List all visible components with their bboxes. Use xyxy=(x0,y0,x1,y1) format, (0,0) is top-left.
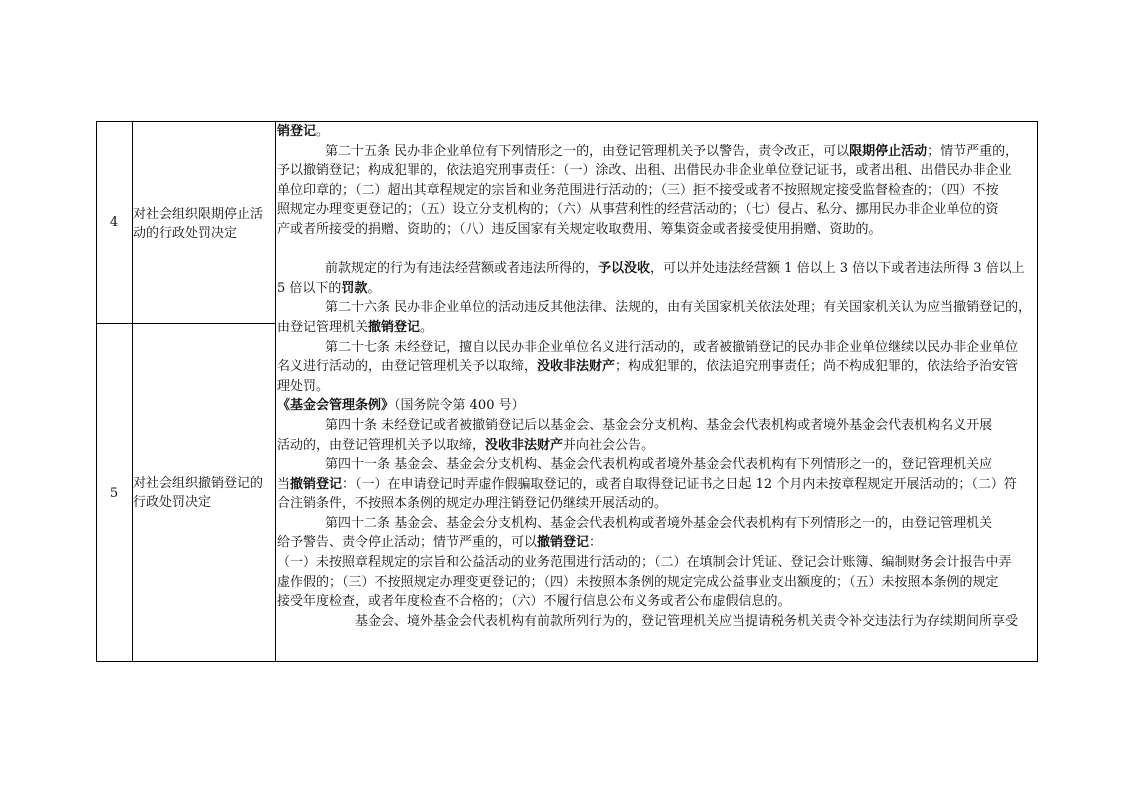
text-line: 当撤销登记：（一）在申请登记时弄虚作假骗取登记的，或者自取得登记证书之日起 12 个月内未按章程规定开展活动的；（二）符 xyxy=(277,476,1017,492)
text-line: 给予警告、责令停止活动；情节严重的，可以撤销登记： xyxy=(277,535,603,551)
column-divider xyxy=(132,122,133,661)
text-line: 基金会、境外基金会代表机构有前款所列行为的，登记管理机关应当提请税务机关责令补交违法行为存续期间所享受 xyxy=(355,613,1019,629)
article-27: 第二十七条 未经登记，擅自以民办非企业单位名义进行活动的，或者被撤销登记的民办非企业单位继续以民办非企业单位 xyxy=(325,339,1019,355)
text-line: 虚作假的；（三）不按照规定办理变更登记的；（四）未按照本条例的规定完成公益事业支出额度的；（五）未按照本条例的规定 xyxy=(277,574,999,590)
text-line: 由登记管理机关撤销登记。 xyxy=(277,319,434,335)
article-40: 第四十条 未经登记或者被撤销登记后以基金会、基金会分支机构、基金会代表机构或者境外基金会代表机构名义开展 xyxy=(325,417,993,433)
text-line: 照规定办理变更登记的；（五）设立分支机构的；（六）从事营利性的经营活动的；（七）侵占、私分、挪用民办非企业单位的资 xyxy=(277,202,999,218)
legal-text xyxy=(277,122,1033,631)
text-line: 予以撤销登记；构成犯罪的，依法追究刑事责任：（一）涂改、出租、出借民办非企业单位登记证书，或者出租、出借民办非企业 xyxy=(277,163,1012,179)
article-25: 第二十五条 民办非企业单位有下列情形之一的，由登记管理机关予以警告，责令改正，可以限期停止活动；情节严重的， xyxy=(325,143,1019,159)
article-41: 第四十一条 基金会、基金会分支机构、基金会代表机构或者境外基金会代表机构有下列情形之一的，登记管理机关应 xyxy=(325,457,993,473)
row-5-description-line: 对社会组织撤销登记的 xyxy=(133,476,264,491)
row-5-number: 5 xyxy=(109,486,119,501)
text-line: 理处罚。 xyxy=(277,378,330,394)
text-line: （一）未按照章程规定的宗旨和公益活动的业务范围进行活动的；（二）在填制会计凭证、登记会计账簿、编制财务会计报告中弄 xyxy=(277,555,1012,571)
article-42: 第四十二条 基金会、基金会分支机构、基金会代表机构或者境外基金会代表机构有下列情形之一的，由登记管理机关 xyxy=(325,515,993,531)
row-5-description-line: 行政处罚决定 xyxy=(133,495,212,510)
text-line: 前款规定的行为有违法经营额或者违法所得的，予以没收，可以并处违法经营额 1 倍以上 3 倍以下或者违法所得 3 倍以上 xyxy=(325,261,1025,277)
row-4-description-line: 对社会组织限期停止活 xyxy=(133,207,264,222)
text-line: 合注销条件，不按照本条例的规定办理注销登记仍继续开展活动的。 xyxy=(277,496,668,512)
text-line: 产或者所接受的捐赠、资助的；（八）违反国家有关规定收取费用、筹集资金或者接受使用捐赠、资助的。 xyxy=(277,221,882,237)
row-4-number: 4 xyxy=(109,215,119,230)
text-line: 活动的，由登记管理机关予以取缔，没收非法财产并向社会公告。 xyxy=(277,437,655,453)
text-line: 名义进行活动的，由登记管理机关予以取缔，没收非法财产；构成犯罪的，依法追究刑事责任；尚不构成犯罪的，依法给予治安管 xyxy=(277,359,1019,375)
row-5-description xyxy=(133,474,271,512)
article-26: 第二十六条 民办非企业单位的活动违反其他法律、法规的，由有关国家机关依法处理；有关国家机关认为应当撤销登记的， xyxy=(325,300,1032,316)
row-4-description xyxy=(133,205,271,243)
text-line: 单位印章的；（二）超出其章程规定的宗旨和业务范围进行活动的；（三）拒不接受或者不按照规定接受监督检查的；（四）不按 xyxy=(277,182,999,198)
row-4-description-line: 动的行政处罚决定 xyxy=(133,226,238,241)
text-line: 5 倍以下的罚款。 xyxy=(277,280,381,296)
regulation-title: 《基金会管理条例》（国务院令第 400 号） xyxy=(277,398,525,414)
column-divider xyxy=(275,122,276,661)
text-line: 销登记。 xyxy=(277,124,330,139)
row-divider xyxy=(97,323,276,324)
text-line: 接受年度检查，或者年度检查不合格的；（六）不履行信息公布义务或者公布虚假信息的。 xyxy=(277,594,791,610)
regulation-table xyxy=(96,121,1038,662)
blank-line xyxy=(277,240,1033,260)
